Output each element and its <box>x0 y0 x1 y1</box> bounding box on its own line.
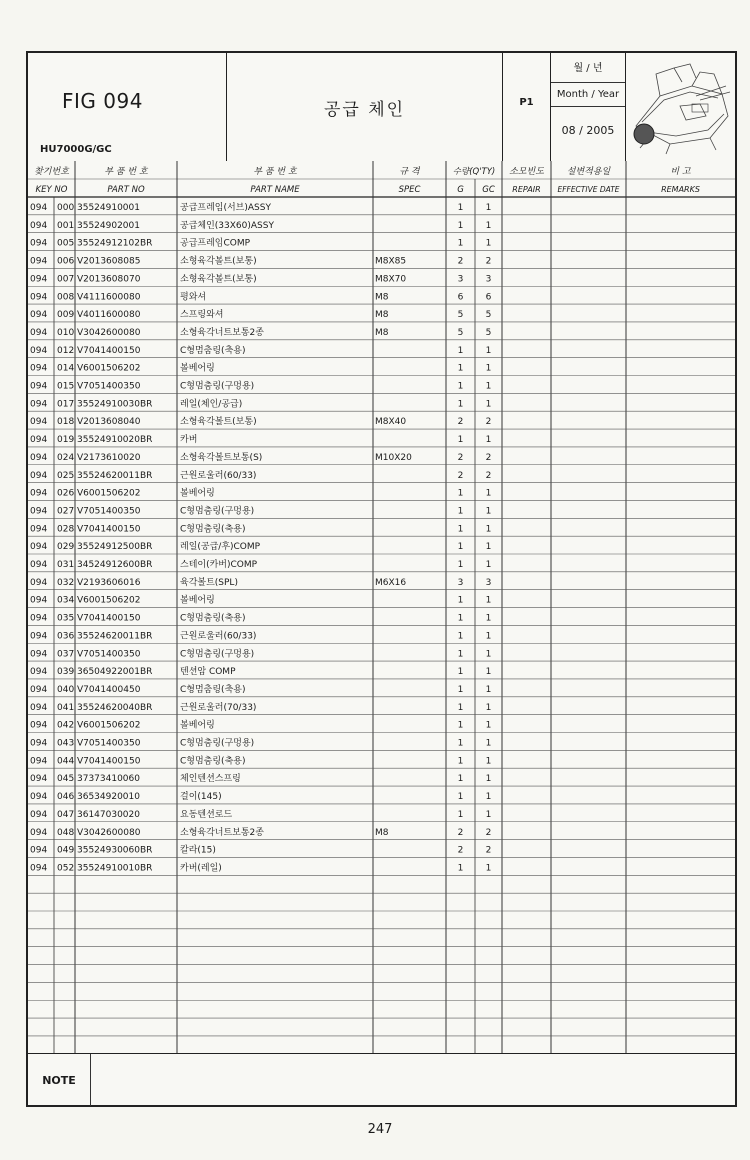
cell-group: 094 <box>30 595 48 606</box>
cell-qty-gc: 2 <box>485 470 492 481</box>
cell-key-no: 015 <box>57 381 75 392</box>
cell-qty-g: 1 <box>457 702 464 713</box>
cell-key-no: 008 <box>57 292 75 303</box>
cell-qty-g: 1 <box>457 345 464 356</box>
cell-qty-g: 6 <box>457 292 464 303</box>
cell-part-name: 스프링와셔 <box>180 310 224 321</box>
header-qty-kr: 수량(Q'TY) <box>452 167 496 177</box>
cell-key-no: 009 <box>57 310 75 321</box>
cell-qty-g: 2 <box>457 845 464 856</box>
cell-part-no: V2013608070 <box>77 274 141 285</box>
cell-qty-g: 2 <box>457 256 464 267</box>
cell-group: 094 <box>30 524 48 535</box>
cell-qty-gc: 2 <box>485 845 492 856</box>
cell-qty-g: 2 <box>457 417 464 428</box>
cell-group: 094 <box>30 577 48 588</box>
cell-part-name: 소형육각볼트(보통) <box>180 417 257 428</box>
cell-spec: M10X20 <box>375 452 412 463</box>
cell-qty-g: 1 <box>457 542 464 553</box>
cell-part-name: 요동텐션로드 <box>180 809 233 820</box>
header-qty-g: G <box>457 185 464 195</box>
month-year-label-kr: 월 / 년 <box>573 63 603 74</box>
page-title: 공급 체인 <box>323 100 406 120</box>
cell-qty-gc: 1 <box>485 774 492 785</box>
cell-qty-g: 1 <box>457 560 464 570</box>
cell-part-no: V7051400350 <box>77 506 141 517</box>
header-key-no-kr: 찾기번호 <box>34 167 69 177</box>
cell-key-no: 029 <box>57 542 75 553</box>
cell-part-name: 텐션암 COMP <box>180 667 236 678</box>
cell-qty-gc: 1 <box>485 649 492 660</box>
cell-qty-g: 1 <box>457 667 464 678</box>
note-area <box>28 1053 735 1106</box>
cell-qty-g: 2 <box>457 470 464 481</box>
cell-group: 094 <box>30 542 48 553</box>
cell-key-no: 044 <box>57 756 75 767</box>
cell-qty-g: 1 <box>457 363 464 374</box>
figure-number: FIG 094 <box>62 89 143 113</box>
cell-part-name: C형멈춤링(축용) <box>180 613 246 624</box>
cell-group: 094 <box>30 435 48 446</box>
cell-part-no: V7041400150 <box>77 613 141 624</box>
cell-qty-g: 1 <box>457 631 464 642</box>
cell-qty-g: 2 <box>457 452 464 463</box>
cell-qty-gc: 1 <box>485 631 492 642</box>
cell-key-no: 006 <box>57 256 75 267</box>
cell-qty-g: 1 <box>457 488 464 499</box>
cell-group: 094 <box>30 631 48 642</box>
cell-part-no: 35524912500BR <box>77 542 153 553</box>
cell-group: 094 <box>30 220 48 231</box>
cell-qty-g: 1 <box>457 238 464 249</box>
cell-qty-gc: 2 <box>485 256 492 267</box>
cell-key-no: 025 <box>57 470 75 481</box>
cell-part-no: V6001506202 <box>77 488 141 499</box>
parts-sheet <box>26 51 737 1107</box>
cell-group: 094 <box>30 256 48 267</box>
cell-group: 094 <box>30 792 48 803</box>
cell-qty-g: 5 <box>457 310 464 321</box>
cell-key-no: 024 <box>57 452 75 463</box>
cell-qty-gc: 1 <box>485 595 492 606</box>
cell-group: 094 <box>30 827 48 838</box>
cell-part-no: 35524910030BR <box>77 399 153 410</box>
cell-part-name: 레일(공급/후)COMP <box>180 542 261 553</box>
cell-group: 094 <box>30 417 48 428</box>
cell-key-no: 001 <box>57 220 75 231</box>
cell-part-no: 35524620040BR <box>77 702 153 713</box>
cell-key-no: 019 <box>57 435 75 446</box>
cell-spec: M6X16 <box>375 577 407 588</box>
cell-part-name: 볼베어링 <box>180 488 215 499</box>
cell-qty-gc: 1 <box>485 738 492 749</box>
cell-part-name: 카버 <box>180 435 198 446</box>
cell-part-no: 35524620011BR <box>77 631 153 642</box>
cell-key-no: 005 <box>57 238 75 249</box>
cell-part-name: 평와셔 <box>180 292 207 303</box>
cell-qty-gc: 1 <box>485 613 492 624</box>
cell-qty-gc: 3 <box>485 577 492 588</box>
cell-part-name: 카버(레일) <box>180 863 222 874</box>
cell-qty-gc: 1 <box>485 542 492 553</box>
cell-qty-gc: 1 <box>485 702 492 713</box>
cell-part-name: C형멈춤링(축용) <box>180 756 246 767</box>
cell-key-no: 014 <box>57 363 75 374</box>
cell-qty-gc: 5 <box>485 327 492 338</box>
cell-spec: M8 <box>375 827 389 838</box>
header-key-no-en: KEY NO <box>35 185 68 195</box>
cell-key-no: 039 <box>57 667 75 678</box>
cell-qty-g: 1 <box>457 203 464 213</box>
cell-part-name: 레일(체인/공급) <box>180 399 243 410</box>
cell-part-name: 근원로울러(60/33) <box>180 470 257 481</box>
cell-qty-gc: 6 <box>485 292 492 303</box>
cell-qty-gc: 5 <box>485 310 492 321</box>
cell-qty-gc: 1 <box>485 792 492 803</box>
cell-group: 094 <box>30 399 48 410</box>
cell-qty-g: 1 <box>457 684 464 695</box>
cell-group: 094 <box>30 274 48 285</box>
cell-qty-gc: 2 <box>485 452 492 463</box>
cell-part-no: 36534920010 <box>77 792 140 803</box>
cell-group: 094 <box>30 702 48 713</box>
cell-part-no: V4111600080 <box>77 292 141 303</box>
cell-key-no: 000 <box>57 203 75 213</box>
cell-qty-gc: 3 <box>485 274 492 285</box>
cell-part-name: 공급프레임COMP <box>180 238 251 249</box>
cell-spec: M8X40 <box>375 417 407 428</box>
cell-key-no: 041 <box>57 702 75 713</box>
cell-key-no: 028 <box>57 524 75 535</box>
cell-part-name: 공급체인(33X60)ASSY <box>180 220 274 231</box>
cell-qty-gc: 2 <box>485 417 492 428</box>
note-label: NOTE <box>28 1054 91 1106</box>
cell-part-no: 35524910001 <box>77 203 140 213</box>
cell-part-name: C형멈춤링(축용) <box>180 345 246 356</box>
cell-qty-gc: 1 <box>485 684 492 695</box>
cell-qty-g: 1 <box>457 399 464 410</box>
cell-qty-g: 1 <box>457 720 464 731</box>
cell-part-no: V7041400150 <box>77 345 141 356</box>
cell-spec: M8 <box>375 292 389 303</box>
cell-part-no: V4011600080 <box>77 310 141 321</box>
cell-group: 094 <box>30 809 48 820</box>
cell-part-name: C형멈춤링(축용) <box>180 684 246 695</box>
cell-qty-gc: 1 <box>485 238 492 249</box>
cell-part-name: C형멈춤링(구멍용) <box>180 381 255 392</box>
cell-part-name: 걸이(145) <box>180 792 222 803</box>
cell-key-no: 045 <box>57 774 75 785</box>
cell-group: 094 <box>30 756 48 767</box>
cell-part-name: C형멈춤링(축용) <box>180 524 246 535</box>
cell-part-name: 소형육각볼트(보통) <box>180 274 257 285</box>
page-number: 247 <box>367 1122 393 1137</box>
cell-group: 094 <box>30 292 48 303</box>
cell-spec: M8X85 <box>375 256 407 267</box>
cell-group: 094 <box>30 845 48 856</box>
cell-group: 094 <box>30 327 48 338</box>
cell-part-no: 35524910020BR <box>77 435 153 446</box>
cell-qty-g: 1 <box>457 649 464 660</box>
cell-part-no: 37373410060 <box>77 774 140 785</box>
cell-part-no: V6001506202 <box>77 595 141 606</box>
cell-key-no: 010 <box>57 327 75 338</box>
parts-table <box>28 161 735 1053</box>
header-repair-en: REPAIR <box>512 185 541 194</box>
cell-part-no: 34524912600BR <box>77 560 153 570</box>
cell-part-name: 근원로울러(60/33) <box>180 631 257 642</box>
cell-qty-gc: 1 <box>485 863 492 874</box>
cell-group: 094 <box>30 649 48 660</box>
header-remarks-kr: 비 고 <box>670 167 691 177</box>
cell-key-no: 036 <box>57 631 75 642</box>
month-year-label-en: Month / Year <box>556 89 620 100</box>
header-part-name-kr: 부 품 번 호 <box>253 167 297 177</box>
cell-spec: M8 <box>375 327 389 338</box>
cell-key-no: 052 <box>57 863 75 874</box>
cell-part-no: 35524912102BR <box>77 238 153 249</box>
cell-part-name: C형멈춤링(구멍용) <box>180 506 255 517</box>
cell-key-no: 043 <box>57 738 75 749</box>
cell-part-no: V7041400150 <box>77 756 141 767</box>
cell-part-name: 공급프레임(서브)ASSY <box>180 203 271 213</box>
cell-qty-g: 1 <box>457 595 464 606</box>
cell-part-no: 36504922001BR <box>77 667 153 678</box>
cell-part-no: V3042600080 <box>77 827 141 838</box>
cell-qty-g: 3 <box>457 577 464 588</box>
header-part-no-en: PART NO <box>107 185 145 195</box>
cell-part-name: 볼베어링 <box>180 595 215 606</box>
cell-part-name: 볼베어링 <box>180 720 215 731</box>
cell-part-name: 볼베어링 <box>180 363 215 374</box>
cell-group: 094 <box>30 720 48 731</box>
cell-spec: M8X70 <box>375 274 407 285</box>
cell-group: 094 <box>30 363 48 374</box>
cell-part-no: V7051400350 <box>77 381 141 392</box>
cell-part-name: 근원로울러(70/33) <box>180 702 257 713</box>
cell-part-no: 35524902001 <box>77 220 140 231</box>
cell-part-name: 소형육각볼트(보통) <box>180 256 257 267</box>
cell-group: 094 <box>30 310 48 321</box>
cell-qty-g: 1 <box>457 809 464 820</box>
cell-part-name: C형멈춤링(구멍용) <box>180 738 255 749</box>
cell-group: 094 <box>30 560 48 570</box>
cell-key-no: 007 <box>57 274 75 285</box>
cell-qty-gc: 1 <box>485 435 492 446</box>
month-year-date: 08 / 2005 <box>561 124 615 137</box>
month-year-cell <box>551 53 626 161</box>
cell-part-name: C형멈춤링(구멍용) <box>180 649 255 660</box>
cell-qty-gc: 1 <box>485 756 492 767</box>
cell-part-name: 육각볼트(SPL) <box>180 577 238 588</box>
cell-qty-gc: 1 <box>485 560 492 570</box>
cell-part-no: V2193606016 <box>77 577 141 588</box>
cell-group: 094 <box>30 738 48 749</box>
cell-key-no: 031 <box>57 560 75 570</box>
cell-qty-gc: 1 <box>485 667 492 678</box>
cell-part-name: 칼라(15) <box>180 845 216 856</box>
header-spec-kr: 규 격 <box>399 167 420 177</box>
cell-key-no: 032 <box>57 577 75 588</box>
cell-key-no: 027 <box>57 506 75 517</box>
cell-key-no: 018 <box>57 417 75 428</box>
cell-group: 094 <box>30 345 48 356</box>
cell-part-no: 35524620011BR <box>77 470 153 481</box>
cell-key-no: 048 <box>57 827 75 838</box>
cell-qty-gc: 1 <box>485 203 492 213</box>
cell-part-no: V7051400350 <box>77 649 141 660</box>
fig-cell <box>28 53 227 161</box>
cell-group: 094 <box>30 613 48 624</box>
cell-qty-g: 1 <box>457 524 464 535</box>
cell-key-no: 037 <box>57 649 75 660</box>
cell-group: 094 <box>30 381 48 392</box>
cell-qty-gc: 1 <box>485 399 492 410</box>
cell-key-no: 049 <box>57 845 75 856</box>
cell-part-no: 35524930060BR <box>77 845 153 856</box>
cell-group: 094 <box>30 774 48 785</box>
cell-key-no: 035 <box>57 613 75 624</box>
cell-part-no: V2173610020 <box>77 452 141 463</box>
cell-qty-g: 1 <box>457 220 464 231</box>
cell-group: 094 <box>30 203 48 213</box>
cell-qty-gc: 1 <box>485 345 492 356</box>
cell-group: 094 <box>30 684 48 695</box>
cell-qty-gc: 1 <box>485 506 492 517</box>
cell-qty-gc: 1 <box>485 809 492 820</box>
cell-qty-g: 2 <box>457 827 464 838</box>
cell-group: 094 <box>30 238 48 249</box>
cell-qty-g: 1 <box>457 435 464 446</box>
cell-qty-gc: 1 <box>485 720 492 731</box>
cell-key-no: 046 <box>57 792 75 803</box>
cell-group: 094 <box>30 470 48 481</box>
cell-qty-gc: 1 <box>485 220 492 231</box>
cell-part-no: V7041400150 <box>77 524 141 535</box>
header-repair-kr: 소모빈도 <box>509 167 544 177</box>
header-spec-en: SPEC <box>398 185 421 195</box>
cell-key-no: 012 <box>57 345 75 356</box>
cell-qty-gc: 1 <box>485 488 492 499</box>
cell-qty-gc: 1 <box>485 524 492 535</box>
header-part-no-kr: 부 품 번 호 <box>104 167 148 177</box>
cell-qty-gc: 2 <box>485 827 492 838</box>
cell-key-no: 026 <box>57 488 75 499</box>
model-name: HU7000G/GC <box>40 144 112 155</box>
cell-group: 094 <box>30 863 48 874</box>
cell-qty-g: 1 <box>457 756 464 767</box>
cell-qty-gc: 1 <box>485 363 492 374</box>
cell-qty-g: 1 <box>457 863 464 874</box>
cell-group: 094 <box>30 506 48 517</box>
cell-part-name: 체인텐션스프링 <box>180 774 241 785</box>
cell-group: 094 <box>30 488 48 499</box>
cell-part-no: V3042600080 <box>77 327 141 338</box>
cell-key-no: 034 <box>57 595 75 606</box>
header-remarks-en: REMARKS <box>661 185 700 194</box>
cell-part-no: V2013608085 <box>77 256 141 267</box>
cell-part-name: 소형육각볼트보통(S) <box>180 452 263 463</box>
cell-part-no: 36147030020 <box>77 809 140 820</box>
cell-part-no: V2013608040 <box>77 417 141 428</box>
cell-group: 094 <box>30 452 48 463</box>
cell-part-name: 소형육각너트보통2종 <box>180 327 264 338</box>
header-effective-date-kr: 설변적용일 <box>566 167 611 177</box>
cell-part-no: V6001506202 <box>77 363 141 374</box>
cell-qty-g: 1 <box>457 613 464 624</box>
cell-qty-g: 1 <box>457 792 464 803</box>
cell-key-no: 042 <box>57 720 75 731</box>
cell-qty-g: 3 <box>457 274 464 285</box>
cell-spec: M8 <box>375 310 389 321</box>
cell-qty-g: 1 <box>457 381 464 392</box>
header-part-name-en: PART NAME <box>250 185 300 195</box>
cell-key-no: 040 <box>57 684 75 695</box>
cell-key-no: 017 <box>57 399 75 410</box>
cell-qty-gc: 1 <box>485 381 492 392</box>
title-cell <box>227 53 503 161</box>
cell-key-no: 047 <box>57 809 75 820</box>
cell-part-no: V6001506202 <box>77 720 141 731</box>
cell-qty-g: 1 <box>457 506 464 517</box>
cell-part-no: V7041400450 <box>77 684 141 695</box>
cell-part-name: 소형육각너트보통2종 <box>180 827 264 838</box>
cell-part-name: 스테이(카버)COMP <box>180 560 258 570</box>
header-qty-gc: GC <box>482 185 495 195</box>
machine-thumbnail-image <box>630 56 734 156</box>
cell-qty-g: 1 <box>457 774 464 785</box>
cell-part-no: V7051400350 <box>77 738 141 749</box>
header-effective-date-en: EFFECTIVE DATE <box>557 185 620 194</box>
cell-qty-g: 1 <box>457 738 464 749</box>
cell-group: 094 <box>30 667 48 678</box>
page-code: P1 <box>519 97 534 108</box>
cell-part-no: 35524910010BR <box>77 863 153 874</box>
cell-qty-g: 5 <box>457 327 464 338</box>
page-code-cell <box>503 53 551 161</box>
